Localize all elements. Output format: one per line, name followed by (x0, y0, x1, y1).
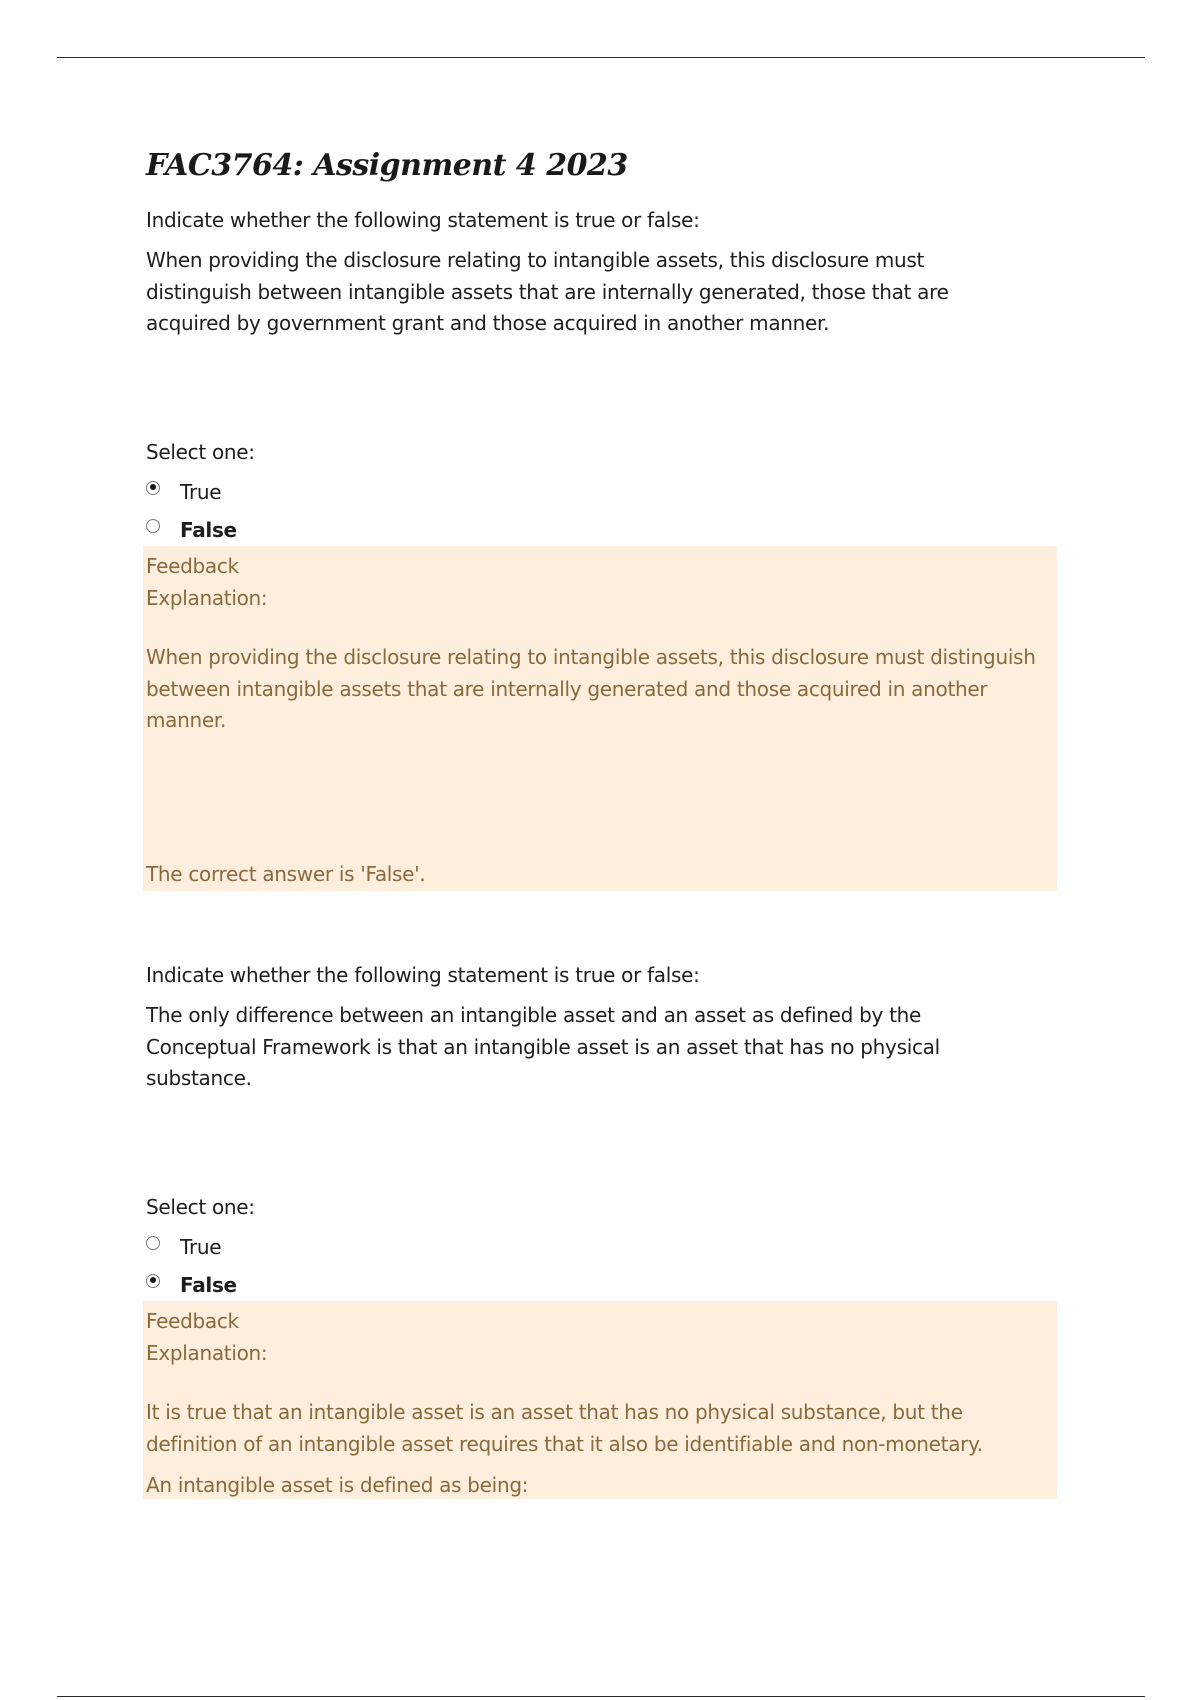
explanation-label: Explanation: (146, 1341, 268, 1365)
top-rule (57, 57, 1145, 58)
select-one-label: Select one: (146, 1194, 255, 1219)
explanation-label: Explanation: (146, 586, 268, 610)
question-statement: The only difference between an intangible asset and an asset as defined by the Conceptual Framework is that an intangible asset is an asset that has no physical substance. (146, 1003, 940, 1090)
feedback-panel (143, 546, 1057, 891)
option-label: True (180, 479, 222, 504)
question-1 (146, 205, 1066, 549)
radio-selected-icon[interactable] (146, 1274, 160, 1288)
question-2 (146, 960, 1066, 1304)
feedback-panel (143, 1301, 1057, 1499)
page-title: FAC3764: Assignment 4 2023 (146, 148, 628, 183)
feedback-heading: Feedback (146, 554, 239, 578)
feedback-heading: Feedback (146, 1309, 239, 1333)
radio-unselected-icon[interactable] (146, 1236, 160, 1250)
option-label: True (180, 1234, 222, 1259)
answer-options (146, 473, 1066, 549)
answer-options (146, 1228, 1066, 1304)
radio-unselected-icon[interactable] (146, 519, 160, 533)
option-true[interactable] (146, 473, 1066, 511)
feedback-paragraph: When providing the disclosure relating to intangible assets, this disclosure must distinguish between intangible assets that are internally generated and those acquired in another manner. (146, 645, 1036, 732)
option-true[interactable] (146, 1228, 1066, 1266)
correct-answer-text: The correct answer is 'False'. (146, 862, 426, 886)
feedback-paragraph: It is true that an intangible asset is an asset that has no physical substance, but the definition of an intangible asset requires that it also be identifiable and non-monetary. (146, 1400, 983, 1456)
radio-selected-icon[interactable] (146, 481, 160, 495)
option-label: False (180, 1272, 237, 1297)
question-instruction: Indicate whether the following statement is true or false: (146, 963, 700, 987)
bottom-rule (57, 1696, 1145, 1697)
select-one-label: Select one: (146, 439, 255, 464)
question-statement: When providing the disclosure relating to intangible assets, this disclosure must distinguish between intangible assets that are internally generated, those that are acquired by government grant and those acquired in another manner. (146, 248, 949, 335)
option-label: False (180, 517, 237, 542)
option-false[interactable] (146, 511, 1066, 549)
option-false[interactable] (146, 1266, 1066, 1304)
feedback-paragraph: An intangible asset is defined as being: (146, 1473, 529, 1497)
question-instruction: Indicate whether the following statement is true or false: (146, 208, 700, 232)
